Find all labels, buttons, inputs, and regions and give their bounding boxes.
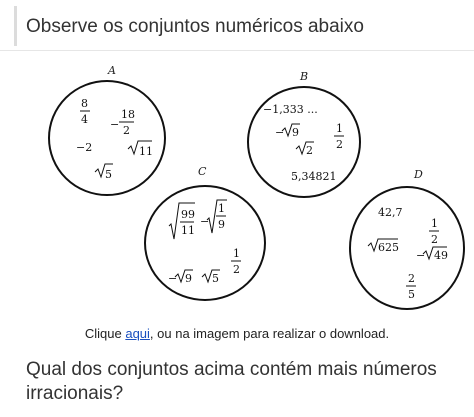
- set-a-label: A: [108, 64, 116, 77]
- d-half-denominator: 2: [431, 233, 438, 246]
- d-sqrt49-radicand: 49: [434, 249, 448, 262]
- d-frac-numerator: 2: [408, 272, 415, 285]
- c-r1-numerator: 99: [181, 208, 195, 221]
- set-d: [350, 168, 464, 309]
- set-d-circle: [350, 187, 464, 309]
- a-frac2-numerator: 18: [121, 108, 135, 121]
- caption-before: Clique: [84, 326, 126, 341]
- sets-diagram: [0, 50, 474, 320]
- a-frac1-denominator: 4: [81, 113, 88, 126]
- page-heading: Observe os conjuntos numéricos abaixo: [26, 16, 364, 37]
- a-sqrt11-radicand: 11: [139, 145, 153, 158]
- a-frac2-sign: −: [110, 118, 120, 131]
- c-r2-numerator: 1: [218, 202, 225, 215]
- d-sqrt625-radicand: 625: [378, 241, 399, 254]
- b-repeating-decimal: −1,333 ...: [263, 103, 318, 116]
- d-neg-sqrt49-sign: −: [416, 249, 426, 262]
- heading-bar: [0, 0, 474, 51]
- set-c-label: C: [198, 165, 207, 178]
- c-neg-sign: −: [200, 215, 210, 228]
- set-c-circle: [145, 186, 265, 300]
- heading-accent: [14, 6, 17, 46]
- set-c: [145, 165, 265, 300]
- set-d-label: D: [414, 168, 423, 181]
- d-frac-denominator: 5: [408, 288, 415, 301]
- a-sqrt5-radicand: 5: [105, 168, 112, 181]
- set-a: [49, 64, 165, 195]
- c-r2-denominator: 9: [218, 218, 225, 231]
- a-neg-two: −2: [76, 141, 93, 154]
- question-text: Qual dos conjuntos acima contém mais números irracionais?: [26, 359, 437, 404]
- a-frac2-denominator: 2: [123, 124, 130, 137]
- download-link[interactable]: aqui: [125, 326, 150, 341]
- c-half-denominator: 2: [233, 263, 240, 276]
- b-neg-sqrt9-sign: −: [275, 126, 285, 139]
- sets-figure[interactable]: [0, 50, 474, 320]
- caption-after: , ou na imagem para realizar o download.: [149, 326, 390, 341]
- d-decimal: 42,7: [378, 206, 403, 219]
- b-half-numerator: 1: [336, 122, 343, 135]
- set-b-label: B: [300, 70, 309, 83]
- d-half-numerator: 1: [431, 217, 438, 230]
- set-b: [248, 70, 360, 197]
- c-r1-denominator: 11: [181, 224, 195, 237]
- b-sqrt9-radicand: 9: [292, 126, 299, 139]
- download-caption: [0, 326, 474, 341]
- b-half-denominator: 2: [336, 138, 343, 151]
- b-sqrt2-radicand: 2: [306, 144, 313, 157]
- a-frac1-numerator: 8: [81, 97, 88, 110]
- c-sqrt9-radicand: 9: [185, 272, 192, 285]
- c-neg-sqrt9-sign: −: [168, 272, 178, 285]
- b-decimal: 5,34821: [291, 170, 337, 183]
- c-half-numerator: 1: [233, 247, 240, 260]
- c-sqrt5-radicand: 5: [212, 272, 219, 285]
